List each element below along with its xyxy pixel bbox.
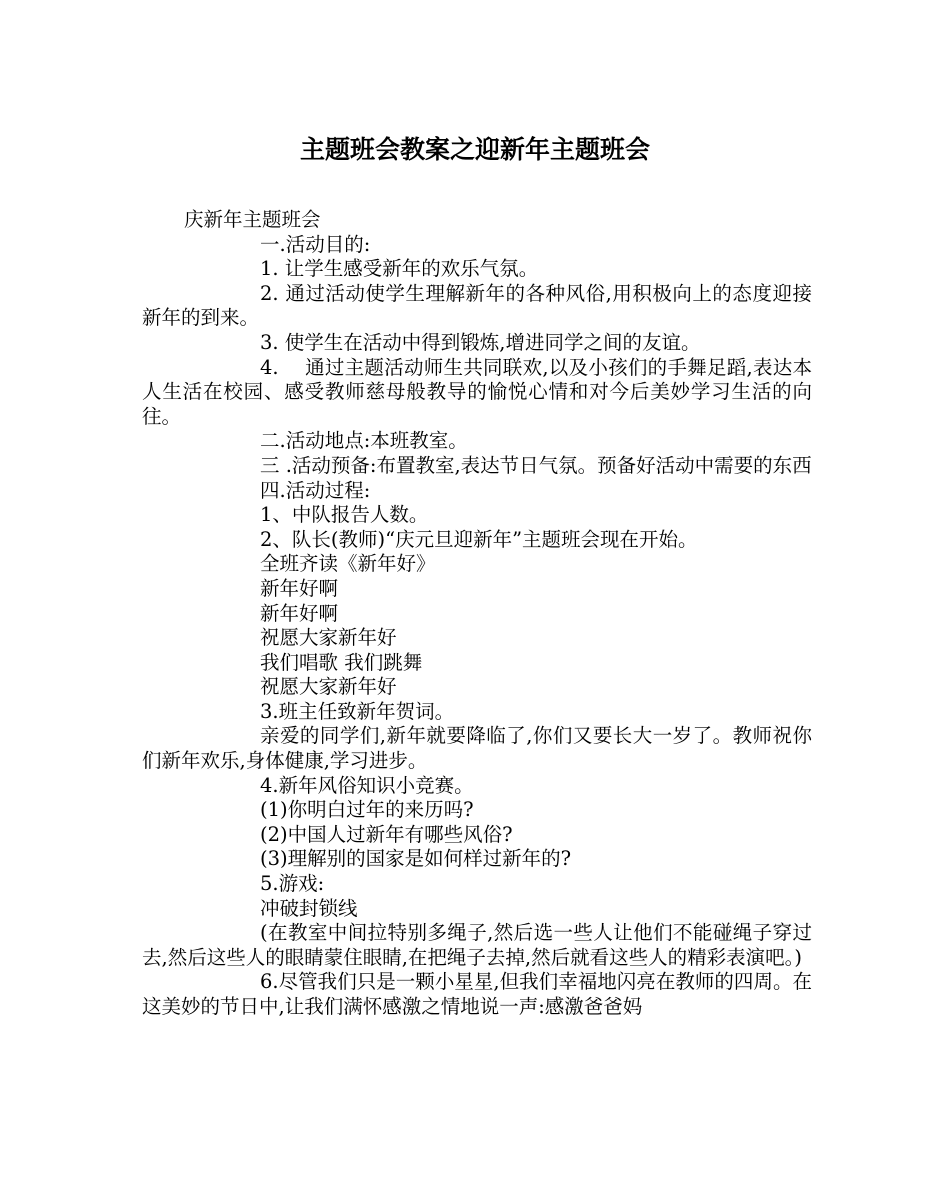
paragraph: 5.游戏: (260, 872, 325, 896)
document-body (142, 208, 812, 1020)
document-title: 主题班会教案之迎新年主题班会 (299, 135, 650, 164)
paragraph: 祝愿大家新年好 (260, 675, 397, 699)
paragraph: 三 .活动预备:布置教室,表达节日气氛。预备好活动中需要的东西 (260, 453, 812, 477)
paragraph: 4.新年风俗知识小竞赛。 (260, 773, 474, 797)
paragraph: (1)你明白过年的来历吗? (260, 798, 474, 822)
paragraph: 1. 让学生感受新年的欢乐气氛。 (260, 257, 539, 281)
paragraph: 4. 通过主题活动师生共同联欢,以及小孩们的手舞足蹈,表达本人生活在校园、感受教师慈母般教导的愉悦心情和对今后美妙学习生活的向往。 (142, 355, 812, 428)
paragraph: (在教室中间拉特别多绳子,然后选一些人让他们不能碰绳子穿过去,然后这些人的眼睛蒙住眼睛,在把绳子去掉,然后就看这些人的精彩表演吧。) (142, 921, 812, 969)
paragraph: 冲破封锁线 (260, 896, 358, 920)
paragraph: 庆新年主题班会 (184, 208, 321, 231)
paragraph: 我们唱歌 我们跳舞 (260, 650, 423, 674)
paragraph: 四.活动过程: (260, 478, 371, 502)
paragraph: 亲爱的同学们,新年就要降临了,你们又要长大一岁了。教师祝你们新年欢乐,身体健康,学习进步。 (142, 724, 812, 773)
paragraph: 2、队长(教师)“庆元旦迎新年”主题班会现在开始。 (260, 527, 698, 551)
paragraph: 3. 使学生在活动中得到锻炼,增进同学之间的友谊。 (260, 330, 701, 354)
paragraph: 新年好啊 (260, 576, 339, 600)
paragraph: 6.尽管我们只是一颗小星星,但我们幸福地闪亮在教师的四周。在这美妙的节日中,让我们满怀感激之情地说一声:感激爸爸妈 (142, 970, 812, 1018)
paragraph: 祝愿大家新年好 (260, 626, 397, 650)
paragraph: (3)理解别的国家是如何样过新年的? (260, 847, 572, 871)
paragraph: 全班齐读《新年好》 (260, 552, 436, 576)
paragraph: 2. 通过活动使学生理解新年的各种风俗,用积极向上的态度迎接新年的到来。 (142, 281, 812, 330)
paragraph: 一.活动目的: (260, 232, 371, 256)
paragraph: 二.活动地点:本班教室。 (260, 429, 468, 453)
paragraph: (2)中国人过新年有哪些风俗? (260, 822, 513, 846)
paragraph: 3.班主任致新年贺词。 (260, 699, 455, 723)
paragraph: 新年好啊 (260, 601, 339, 625)
paragraph: 1、中队报告人数。 (260, 503, 429, 527)
